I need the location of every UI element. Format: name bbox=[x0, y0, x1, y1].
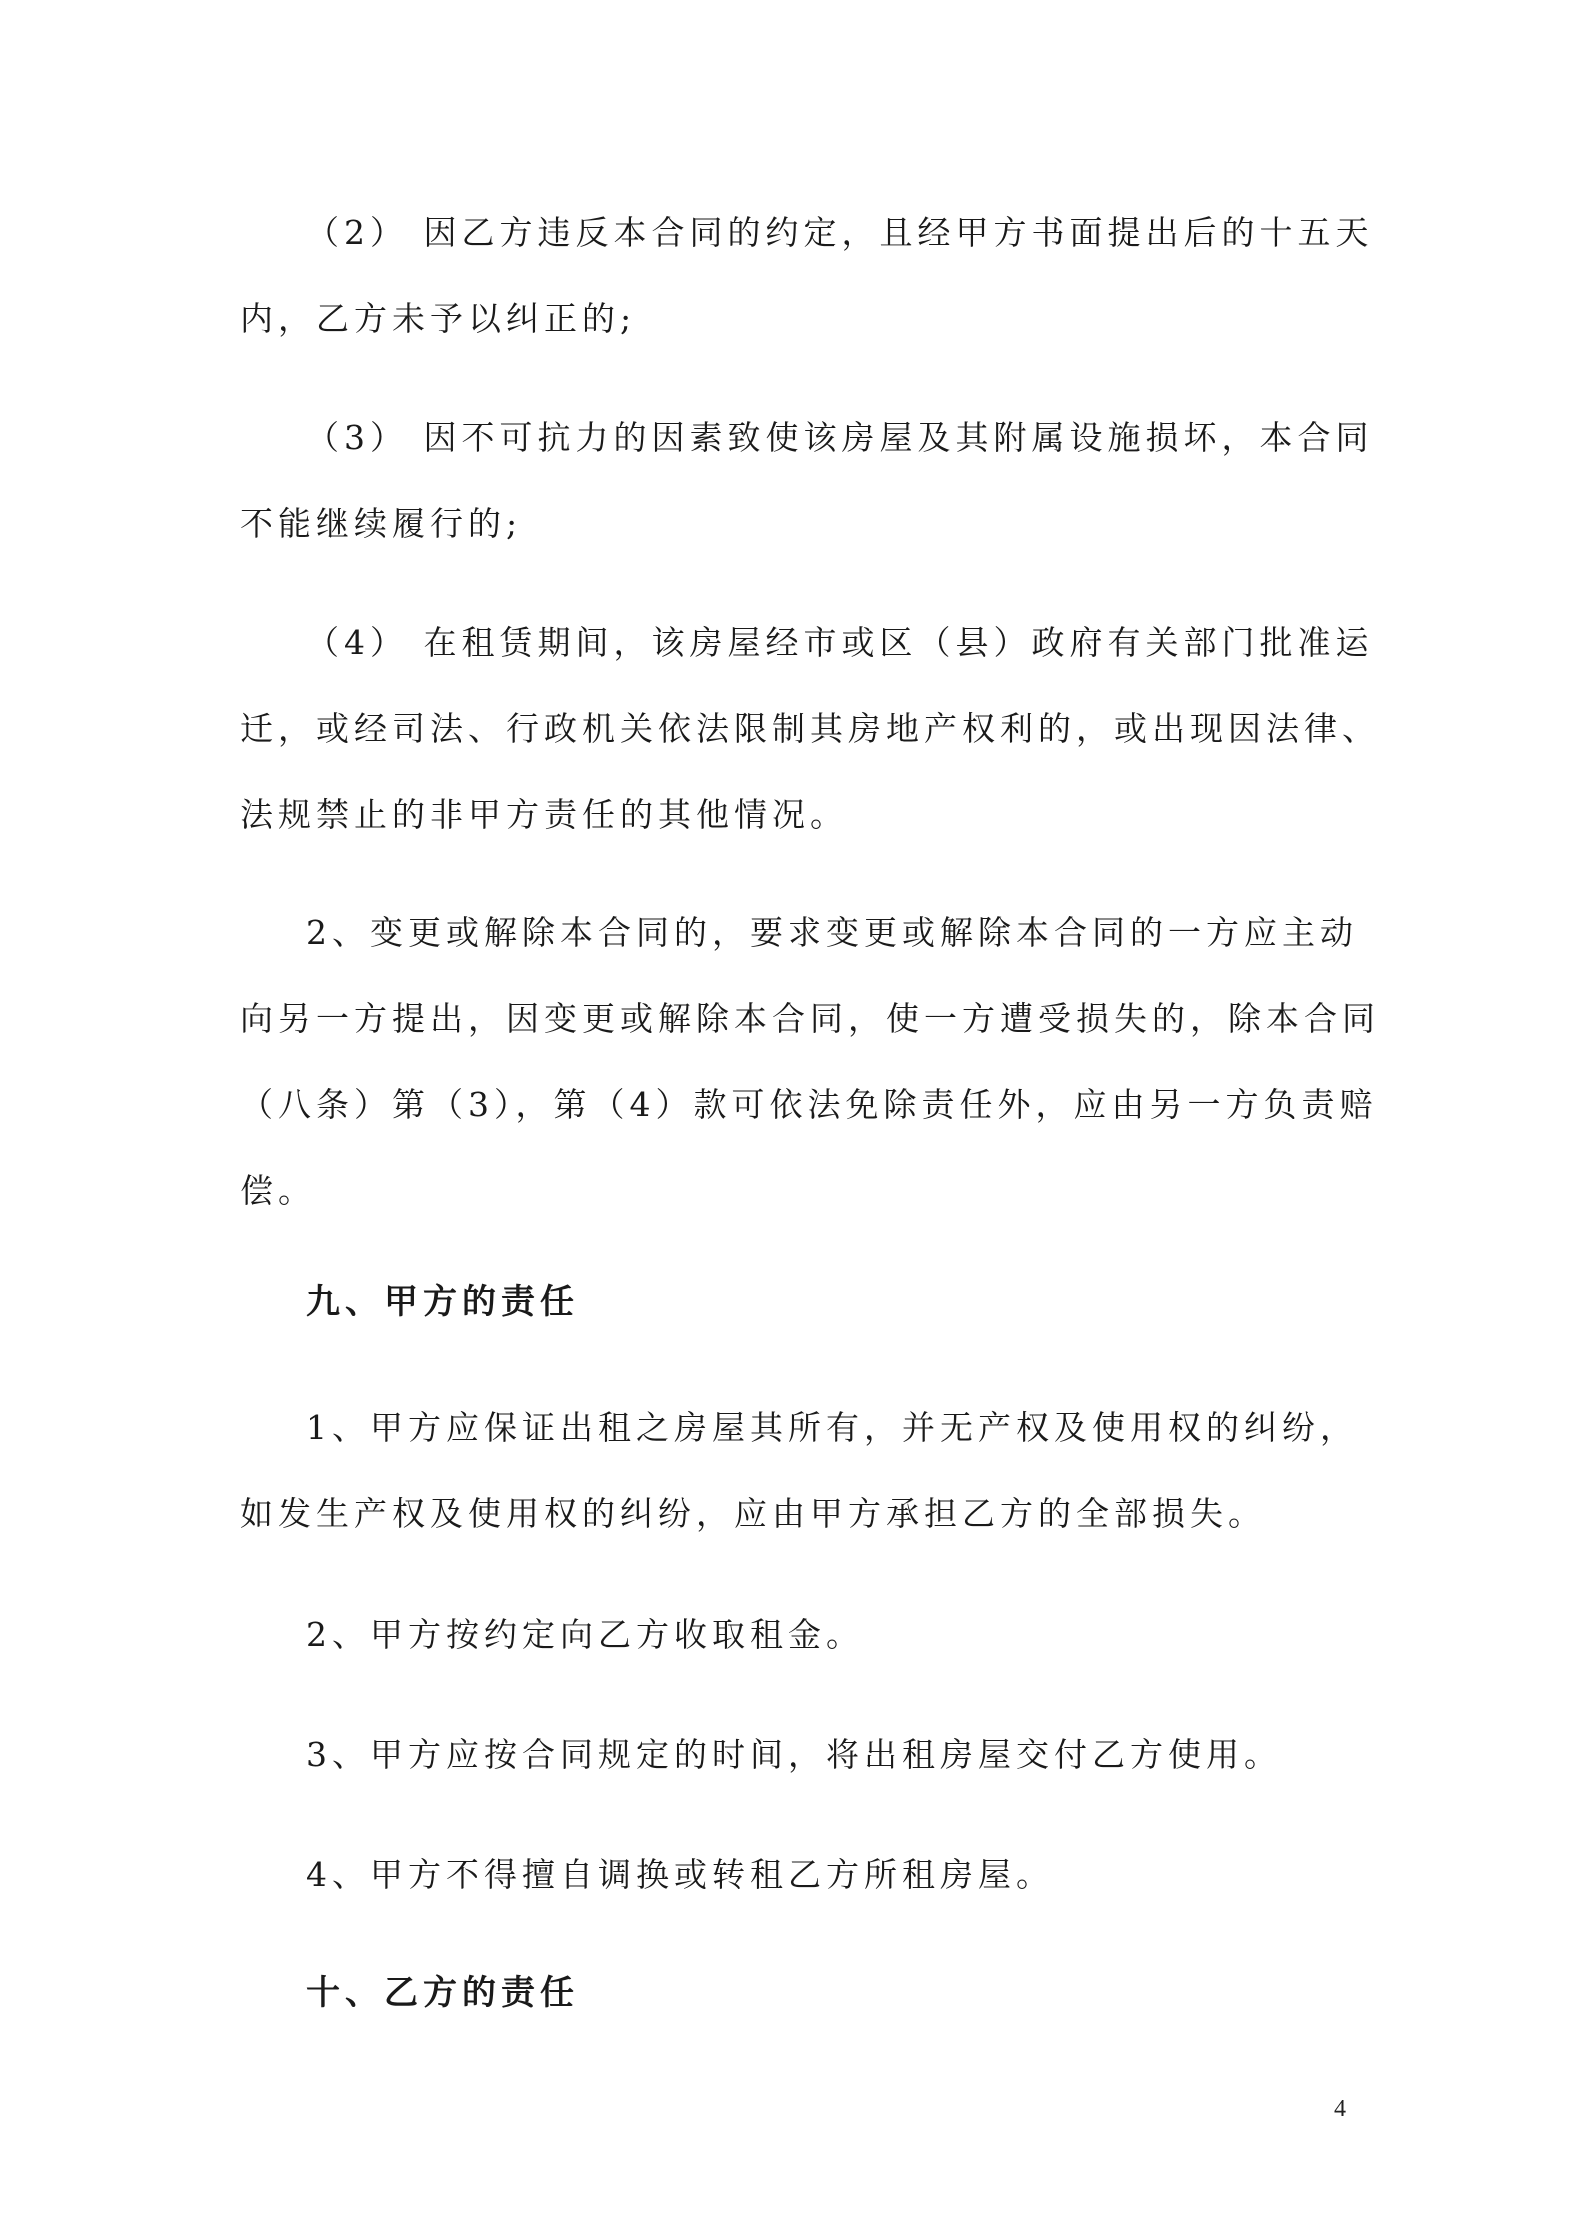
clause-4-line-2: 迁，或经司法、行政机关依法限制其房地产权利的，或出现因法律、 bbox=[240, 709, 1380, 748]
clause-4-line-1: （4） 在租赁期间，该房屋经市或区（县）政府有关部门批准运 bbox=[306, 623, 1374, 662]
party-a-duty-2-line-1: 2、甲方按约定向乙方收取租金。 bbox=[306, 1615, 864, 1654]
section-10-heading: 十、乙方的责任 bbox=[306, 1973, 579, 2013]
party-a-duty-3-line-1: 3、甲方应按合同规定的时间，将出租房屋交付乙方使用。 bbox=[306, 1735, 1282, 1774]
clause-3-line-2: 不能继续履行的; bbox=[240, 504, 523, 543]
party-a-duty-3-paragraph bbox=[240, 1712, 1350, 1798]
item-2-change-paragraph bbox=[240, 890, 1380, 1234]
clause-3-paragraph bbox=[240, 395, 1374, 567]
party-a-duty-1-line-2: 如发生产权及使用权的纠纷，应由甲方承担乙方的全部损失。 bbox=[240, 1494, 1266, 1533]
clause-4-paragraph bbox=[240, 600, 1380, 858]
party-a-duty-1-paragraph bbox=[240, 1385, 1358, 1557]
clause-3-line-1: （3） 因不可抗力的因素致使该房屋及其附属设施损坏，本合同 bbox=[306, 418, 1374, 457]
item-2-line-3: （八条）第（3），第（4）款可依法免除责任外，应由另一方负责赔 bbox=[240, 1085, 1378, 1124]
item-2-line-2: 向另一方提出，因变更或解除本合同，使一方遭受损失的，除本合同 bbox=[240, 999, 1380, 1038]
clause-2-line-1: （2） 因乙方违反本合同的约定，且经甲方书面提出后的十五天 bbox=[306, 213, 1374, 252]
clause-2-line-2: 内，乙方未予以纠正的; bbox=[240, 299, 637, 338]
item-2-line-1: 2、变更或解除本合同的，要求变更或解除本合同的一方应主动 bbox=[306, 913, 1358, 952]
party-a-duty-1-line-1: 1、甲方应保证出租之房屋其所有，并无产权及使用权的纠纷， bbox=[306, 1408, 1358, 1447]
item-2-line-4: 偿。 bbox=[240, 1171, 316, 1210]
party-a-duty-4-line-1: 4、甲方不得擅自调换或转租乙方所租房屋。 bbox=[306, 1855, 1054, 1894]
party-a-duty-2-paragraph bbox=[240, 1592, 1350, 1678]
page-number: 4 bbox=[1334, 2096, 1346, 2122]
party-a-duty-4-paragraph bbox=[240, 1832, 1350, 1918]
clause-2-paragraph bbox=[240, 190, 1374, 362]
clause-4-line-3: 法规禁止的非甲方责任的其他情况。 bbox=[240, 795, 848, 834]
section-9-heading: 九、甲方的责任 bbox=[306, 1282, 579, 1322]
